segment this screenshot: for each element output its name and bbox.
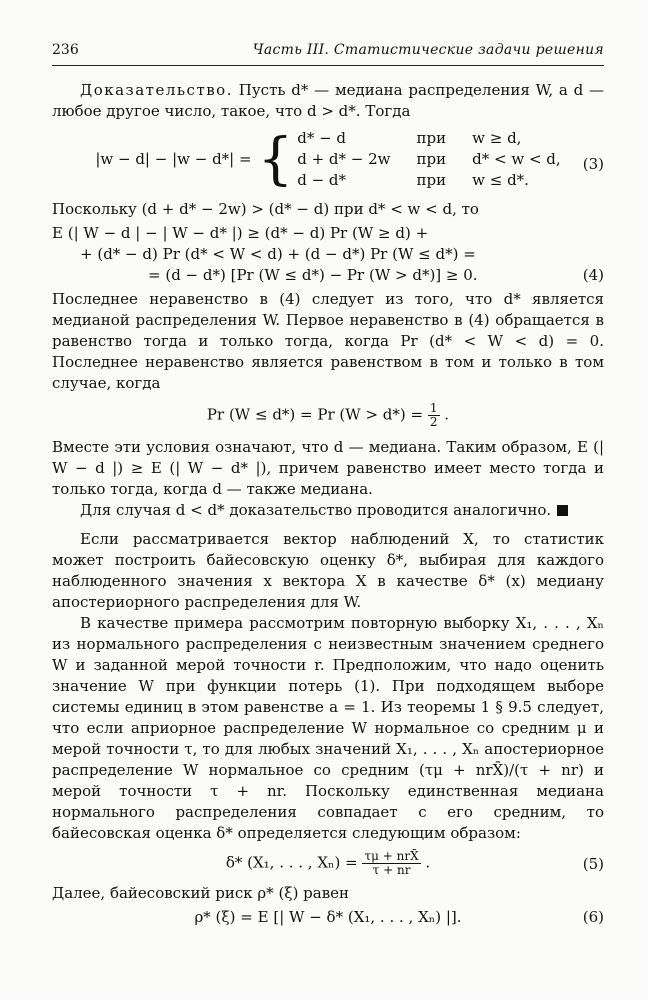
median-equation: Pr (W ≤ d*) = Pr (W > d*) = $\frac{1}{2}$ . bbox=[206, 401, 450, 429]
eq3-number: (3) bbox=[582, 155, 604, 173]
paragraph-conclusion: Вместе эти условия означают, что d — медиана. Таким образом, E (| W − d |) ≥ E (| W − d* |), причем равенство имеет место тогда и только тогда, когда d — также медиана. bbox=[52, 438, 604, 498]
proof-label: Доказательство. bbox=[80, 81, 233, 99]
page-number: 236 bbox=[52, 42, 79, 58]
qed-square-icon bbox=[557, 505, 568, 516]
left-brace: { bbox=[257, 126, 294, 192]
one-half: $\frac{1}{2}$ bbox=[429, 401, 438, 429]
paragraph-median-argument: Последнее неравенство в (4) следует из того, что d* является медианой распределения W. Первое неравенство в (4) обращается в равенство тогда и только тогда, когда Pr (d* < W < d) = 0. Последнее неравенство является равенством в том и только в том случае, когда bbox=[52, 290, 604, 392]
equation-4: E (| W − d | − | W − d* |) ≥ (d* − d) Pr (W ≥ d) + + (d* − d) Pr (d* < W < d) + (d − d*) Pr (W ≤ d*) = = (d − d*) [Pr (W ≤ d*) − Pr (W > d*)] ≥ 0. (4) bbox=[52, 224, 604, 284]
eq4-number: (4) bbox=[582, 266, 604, 284]
eq3-cases: d* − d при w ≥ d, d + d* − 2w при d* < w < d, d − d* при w ≤ d*. bbox=[297, 129, 561, 189]
eq3-lhs: |w − d| − |w − d*| = bbox=[95, 150, 252, 168]
eq6-number: (6) bbox=[582, 908, 604, 926]
eq5-fraction: $\frac{\text{τμ + nrX̄}}{\tau + nr}$ bbox=[364, 849, 419, 877]
equation-3 bbox=[52, 128, 604, 191]
paragraph-example: В качестве примера рассмотрим повторную выборку X₁, . . . , Xₙ из нормального распределения с неизвестным значением среднего W и заданной мерой точности r. Предположим, что надо оценить значение W при функции потерь (1). При подходящем выборе системы единиц в этом равенстве a = 1. Из теоремы 1 § 9.5 следует, что если априорное распределение W нормальное со средним μ и мерой точности τ, то для любых значений X₁, . . . , Xₙ апостериорное распределение W нормальное со средним (τμ + nrX̄)/(τ + nr) и мерой точности τ + nr. Поскольку единственная медиана нормального распределения совпадает с его средним, то байесовская оценка δ* определяется следующим образом: bbox=[52, 614, 604, 842]
equation-5: δ* (X₁, . . . , Xₙ) = $\frac{\text{τμ + nrX̄}}{\tau + nr}$ . (5) bbox=[225, 849, 604, 877]
book-page bbox=[52, 40, 604, 931]
eq5-number: (5) bbox=[582, 855, 604, 873]
paragraph-symmetric-case: Для случая d < d* доказательство проводится аналогично. bbox=[52, 500, 604, 521]
equation-6: ρ* (ξ) = E [| W − δ* (X₁, . . . , Xₙ) |]. (6) bbox=[194, 908, 604, 926]
paragraph-vector: Если рассматривается вектор наблюдений X, то статистик может построить байесовскую оценку δ*, выбирая для каждого наблюденного значения x вектора X в качестве δ* (x) медиану апостериорного распределения для W. bbox=[52, 530, 604, 611]
running-header bbox=[52, 40, 604, 66]
since-line: Поскольку (d + d* − 2w) > (d* − d) при d* < w < d, то bbox=[52, 200, 479, 218]
paragraph-risk: Далее, байесовский риск ρ* (ξ) равен bbox=[52, 884, 350, 902]
running-title: Часть III. Статистические задачи решения bbox=[252, 42, 604, 58]
proof-intro: Доказательство. Пусть d* — медиана распределения W, а d — любое другое число, такое, что d > d*. Тогда bbox=[52, 81, 604, 120]
